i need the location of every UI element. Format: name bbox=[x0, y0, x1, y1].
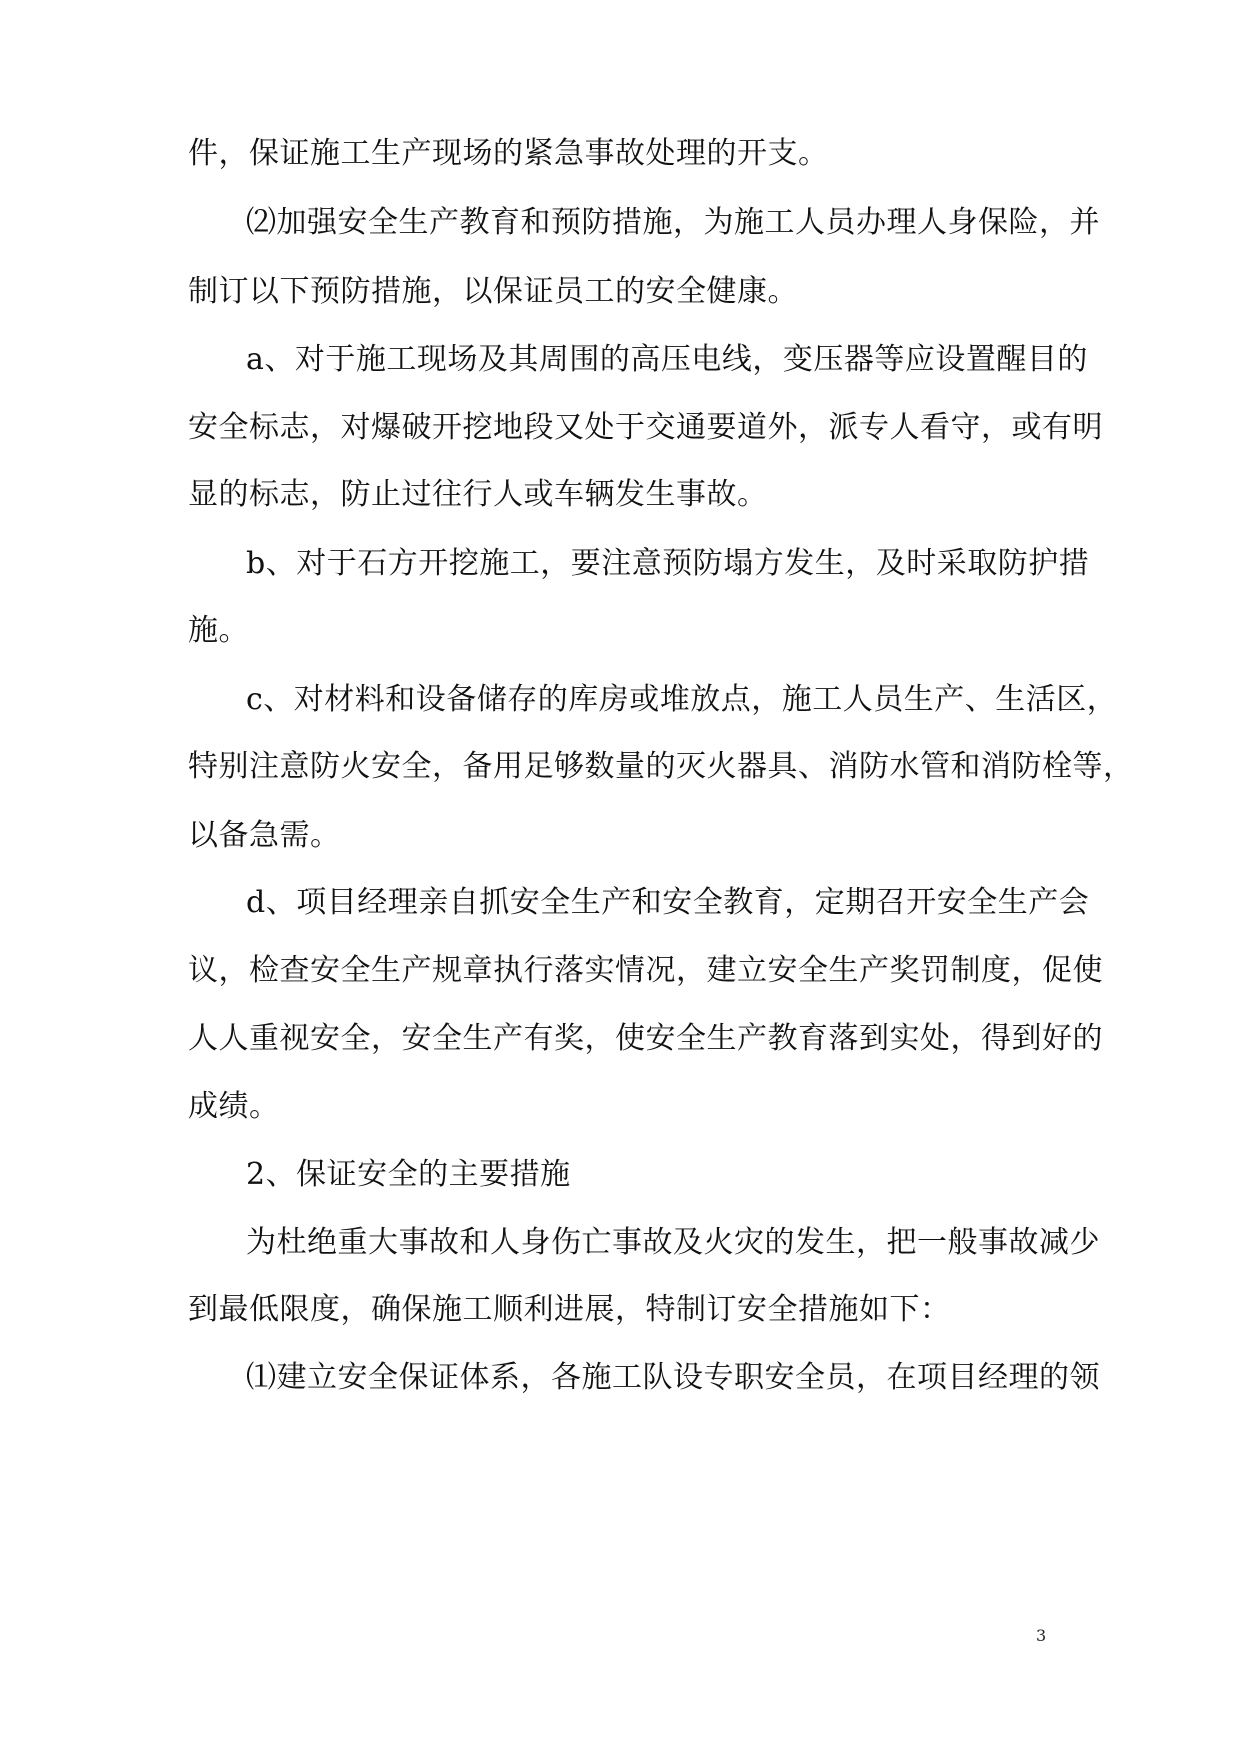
text-line: 以备急需。 bbox=[188, 818, 341, 853]
text-line: ⑴建立安全保证体系，各施工队设专职安全员，在项目经理的领 bbox=[246, 1360, 1100, 1395]
text-line: a、对于施工现场及其周围的高压电线，变压器等应设置醒目的 bbox=[246, 342, 1088, 377]
text-line: c、对材料和设备储存的库房或堆放点，施工人员生产、生活区， bbox=[246, 682, 1118, 717]
text-line: 议，检查安全生产规章执行落实情况，建立安全生产奖罚制度，促使 bbox=[188, 953, 1103, 988]
text-line: 施。 bbox=[188, 613, 249, 648]
text-line: 制订以下预防措施，以保证员工的安全健康。 bbox=[188, 274, 798, 309]
text-line: 到最低限度，确保施工顺利进展，特制订安全措施如下： bbox=[188, 1292, 951, 1327]
text-line: d、项目经理亲自抓安全生产和安全教育，定期召开安全生产会 bbox=[246, 885, 1090, 920]
page-number: 3 bbox=[1036, 1626, 1047, 1645]
section-heading: 2、保证安全的主要措施 bbox=[246, 1157, 571, 1192]
text-line: 显的标志，防止过往行人或车辆发生事故。 bbox=[188, 477, 768, 512]
text-line: 安全标志，对爆破开挖地段又处于交通要道外，派专人看守，或有明 bbox=[188, 410, 1103, 445]
text-line: 为杜绝重大事故和人身伤亡事故及火灾的发生，把一般事故减少 bbox=[246, 1225, 1100, 1260]
text-line: b、对于石方开挖施工，要注意预防塌方发生，及时采取防护措 bbox=[246, 546, 1090, 581]
text-line: 人人重视安全，安全生产有奖，使安全生产教育落到实处，得到好的 bbox=[188, 1021, 1103, 1056]
text-line: ⑵加强安全生产教育和预防措施，为施工人员办理人身保险，并 bbox=[246, 205, 1100, 240]
text-line: 特别注意防火安全，备用足够数量的灭火器具、消防水管和消防栓等， bbox=[188, 749, 1134, 784]
text-line: 件，保证施工生产现场的紧急事故处理的开支。 bbox=[188, 136, 829, 171]
text-line: 成绩。 bbox=[188, 1089, 280, 1124]
